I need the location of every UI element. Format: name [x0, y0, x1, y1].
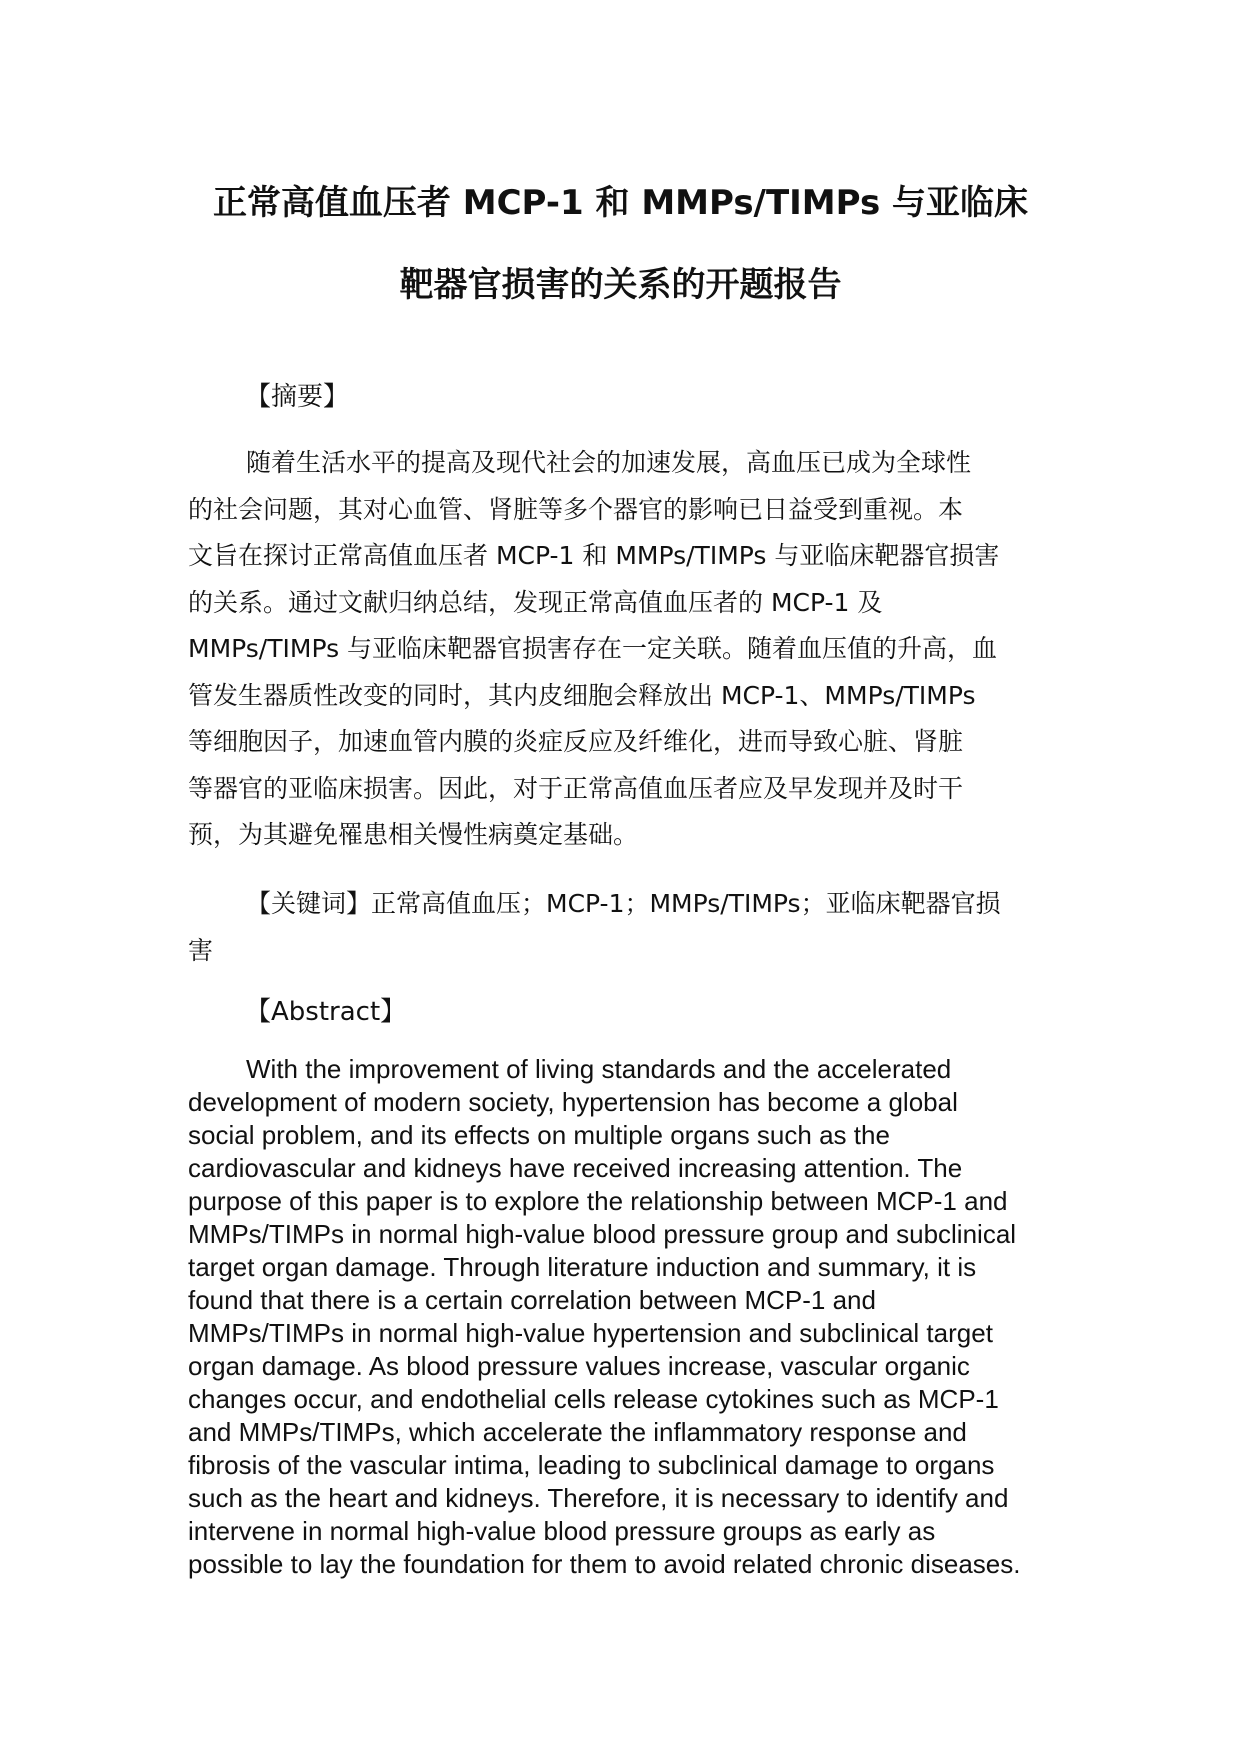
- abstract-en-line: such as the heart and kidneys. Therefore, it is necessary to identify and: [188, 1483, 1009, 1513]
- abstract-cn-line: MMPs/TIMPs 与亚临床靶器官损害存在一定关联。随着血压值的升高，血: [188, 634, 998, 663]
- keywords-cn: [188, 881, 1058, 974]
- abstract-cn-body: [188, 440, 1058, 859]
- abstract-en-line: possible to lay the foundation for them to avoid related chronic diseases.: [188, 1549, 1021, 1579]
- abstract-cn-line: 预，为其避免罹患相关慢性病奠定基础。: [188, 820, 639, 849]
- abstract-en-line: intervene in normal high-value blood pressure groups as early as: [188, 1516, 936, 1546]
- abstract-cn-line: 等细胞因子，加速血管内膜的炎症反应及纤维化，进而导致心脏、肾脏: [188, 727, 964, 756]
- abstract-en-line: With the improvement of living standards and the accelerated: [246, 1054, 952, 1084]
- abstract-cn-line: 随着生活水平的提高及现代社会的加速发展，高血压已成为全球性: [246, 448, 972, 477]
- abstract-en-line: purpose of this paper is to explore the relationship between MCP-1 and: [188, 1186, 1008, 1216]
- title-line-1: 正常高值血压者 MCP-1 和 MMPs/TIMPs 与亚临床: [212, 183, 1029, 223]
- abstract-en-line: social problem, and its effects on multiple organs such as the: [188, 1120, 890, 1150]
- abstract-en-heading: 【Abstract】: [245, 997, 407, 1027]
- abstract-en-line: and MMPs/TIMPs, which accelerate the inflammatory response and: [188, 1417, 967, 1447]
- keywords-cn-line: 害: [188, 935, 214, 965]
- abstract-cn-line: 文旨在探讨正常高值血压者 MCP-1 和 MMPs/TIMPs 与亚临床靶器官损害: [188, 541, 1000, 570]
- abstract-en-body: [188, 1053, 1068, 1581]
- abstract-cn-line: 的社会问题，其对心血管、肾脏等多个器官的影响已日益受到重视。本: [188, 494, 964, 524]
- abstract-cn-line: 等器官的亚临床损害。因此，对于正常高值血压者应及早发现并及时干: [188, 773, 964, 803]
- abstract-en-line: MMPs/TIMPs in normal high-value hypertension and subclinical target: [188, 1318, 993, 1348]
- keywords-cn-line: 【关键词】正常高值血压；MCP-1；MMPs/TIMPs；亚临床靶器官损: [246, 889, 1001, 918]
- abstract-en-line: found that there is a certain correlation between MCP-1 and: [188, 1285, 876, 1315]
- abstract-en-line: fibrosis of the vascular intima, leading to subclinical damage to organs: [188, 1450, 995, 1480]
- abstract-cn-line: 管发生器质性改变的同时，其内皮细胞会释放出 MCP-1、MMPs/TIMPs: [188, 680, 976, 710]
- abstract-en-line: target organ damage. Through literature induction and summary, it is: [188, 1252, 977, 1282]
- abstract-en-line: changes occur, and endothelial cells release cytokines such as MCP-1: [188, 1384, 999, 1414]
- abstract-cn-line: 的关系。通过文献归纳总结，发现正常高值血压者的 MCP-1 及: [188, 587, 883, 617]
- abstract-en-line: MMPs/TIMPs in normal high-value blood pressure group and subclinical: [188, 1219, 1017, 1249]
- abstract-cn-heading: 【摘要】: [245, 382, 350, 412]
- title-line-2: 靶器官损害的关系的开题报告: [399, 265, 842, 305]
- abstract-en-line: organ damage. As blood pressure values increase, vascular organic: [188, 1351, 970, 1381]
- abstract-en-line: development of modern society, hypertension has become a global: [188, 1087, 958, 1117]
- abstract-en-line: cardiovascular and kidneys have received increasing attention. The: [188, 1153, 963, 1183]
